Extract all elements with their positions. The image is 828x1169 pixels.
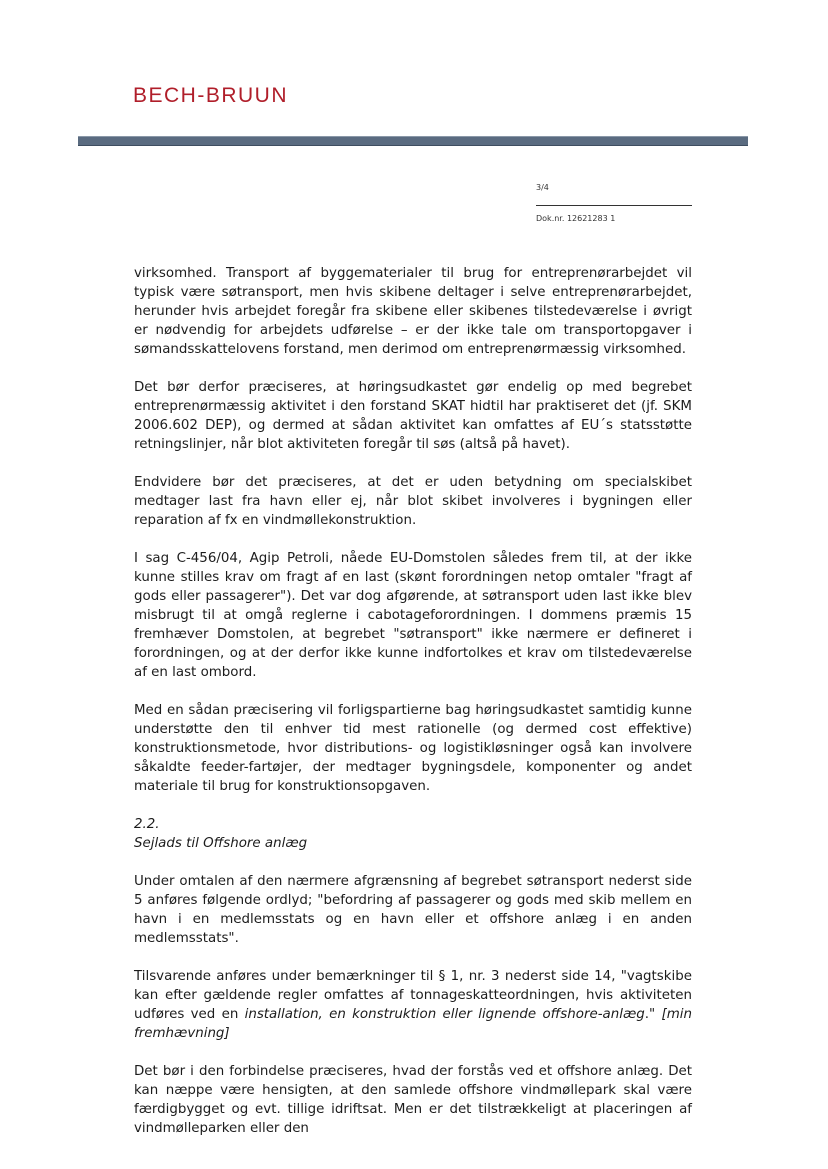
document-number: Dok.nr. 12621283 1 <box>536 214 616 223</box>
paragraph <box>134 967 692 1043</box>
paragraph: Det bør derfor præciseres, at høringsudkastet gør endelig op med begrebet entreprenørmæssig aktivitet i den forstand SKAT hidtil har praktiseret det (jf. SKM 2006.602 DEP), og dermed at sådan aktivitet kan omfattes af EU´s statsstøtte retningslinjer, når blot aktiviteten foregår til søs (altså på havet). <box>134 380 692 452</box>
meta-divider <box>536 205 692 206</box>
document-body <box>134 264 692 1157</box>
emphasis-note: [min fremhævning] <box>134 1007 692 1041</box>
paragraph: Endvidere bør det præciseres, at det er uden betydning om specialskibet medtager last fra havn eller ej, når blot skibet involveres i bygningen eller reparation af fx en vindmøllekonstruktion. <box>134 475 692 528</box>
emphasized-text: installation, en konstruktion eller lignende offshore-anlæg <box>244 1007 645 1022</box>
company-logo: BECH-BRUUN <box>133 84 289 107</box>
paragraph: Med en sådan præcisering vil forligspartierne bag høringsudkastet samtidig kunne understøtte den til enhver tid mest rationelle (og dermed cost effektive) konstruktionsmetode, hvor distributions- og logistikløsninger også kan involvere såkaldte feeder-fartøjer, der medtager bygningsdele, komponenter og andet materiale til brug for konstruktionsopgaven. <box>134 703 692 794</box>
section-heading <box>134 815 692 853</box>
paragraph: virksomhed. Transport af byggematerialer til brug for entreprenørarbejdet vil typisk være søtransport, men hvis skibene deltager i selve entreprenørarbejdet, herunder hvis arbejdet foregår fra skibene eller skibenes tilstedeværelse i øvrigt er nødvendig for arbejdets udførelse – er der ikke tale om transportopgaver i sømandsskattelovens forstand, men derimod om entreprenørmæssig virksomhed. <box>134 266 692 357</box>
quote-end: ." <box>644 1007 662 1022</box>
page-number: 3/4 <box>536 183 549 192</box>
section-number: 2.2. <box>134 817 160 832</box>
paragraph: I sag C-456/04, Agip Petroli, nåede EU-Domstolen således frem til, at der ikke kunne stilles krav om fragt af en last (skønt forordningen netop omtaler "fragt af gods eller passagerer"). Det var dog afgørende, at søtransport uden last ikke blev misbrugt til at omgå reglerne i cabotageforordningen. I dommens præmis 15 fremhæver Domstolen, at begrebet "søtransport" ikke nærmere er defineret i forordningen, og at der derfor ikke kunne indfortolkes et krav om tilstedeværelse af en last ombord. <box>134 551 692 680</box>
paragraph-text: Tilsvarende anføres under bemærkninger til § 1, nr. 3 nederst side 14, "vagtskibe kan efter gældende regler omfattes af tonnageskatteordningen, hvis aktiviteten udføres ved en <box>134 969 692 1022</box>
paragraph: Under omtalen af den nærmere afgrænsning af begrebet søtransport nederst side 5 anføres følgende ordlyd; "befordring af passagerer og gods med skib mellem en havn i en medlemsstats og en havn eller et offshore anlæg i en anden medlemsstats". <box>134 874 692 946</box>
section-title: Sejlads til Offshore anlæg <box>134 836 308 851</box>
header-rule <box>78 136 748 146</box>
paragraph: Det bør i den forbindelse præciseres, hvad der forstås ved et offshore anlæg. Det kan næppe være hensigten, at den samlede offshore vindmøllepark skal være færdigbygget og evt. tillige idriftsat. Men er det tilstrækkeligt at placeringen af vindmølleparken eller den <box>134 1064 692 1136</box>
